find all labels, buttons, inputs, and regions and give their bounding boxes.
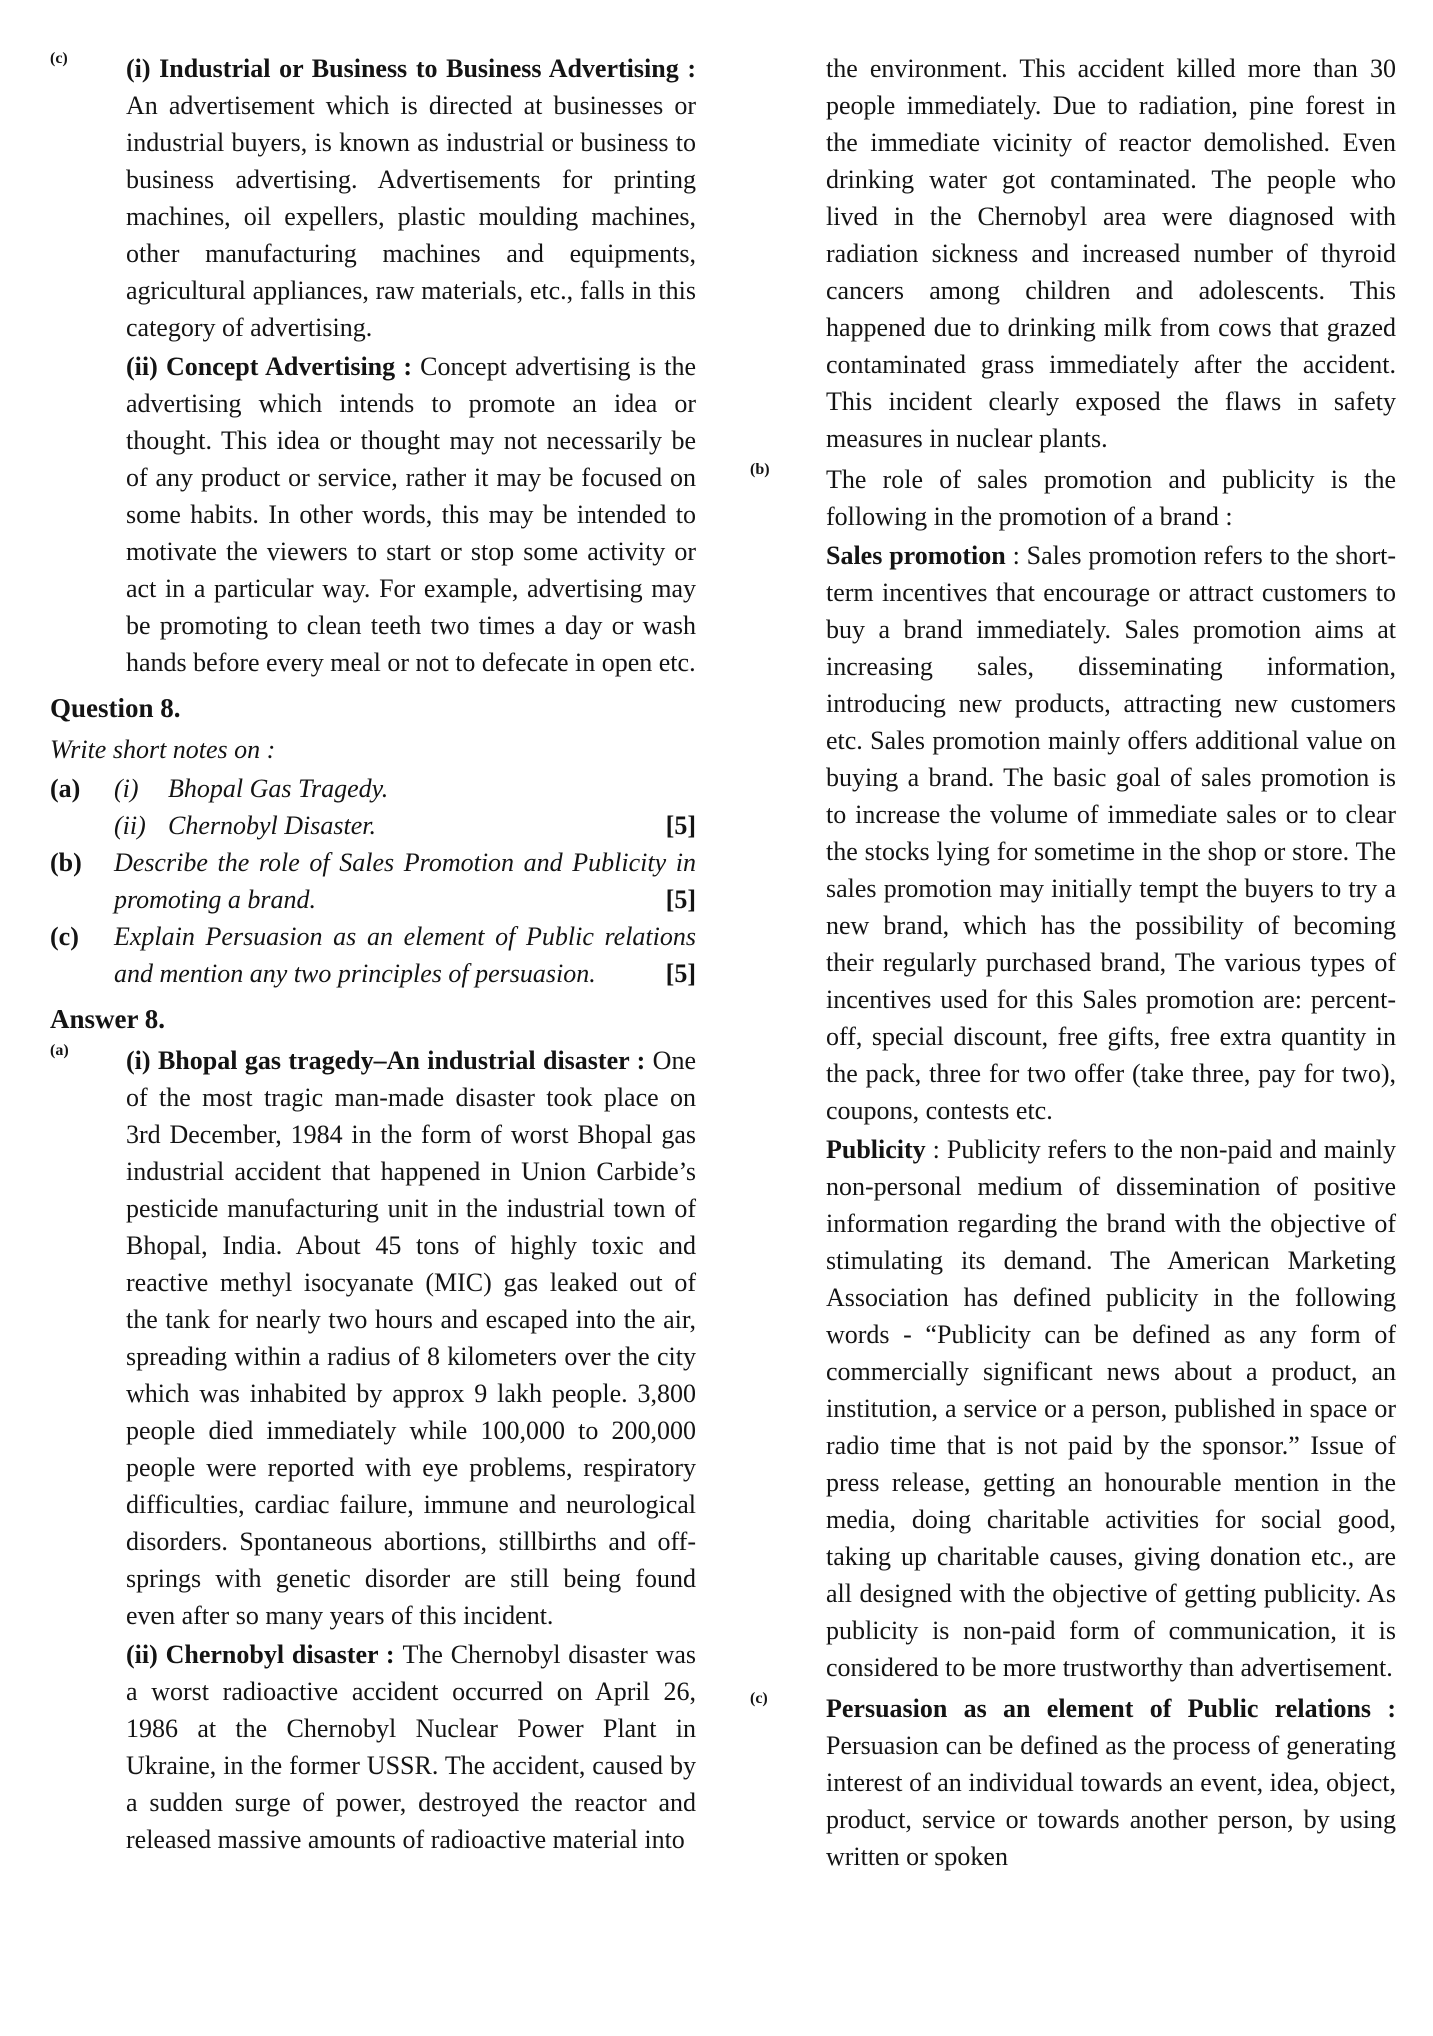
publicity-lead: Publicity (826, 1135, 926, 1164)
item-b-sales-publicity (750, 461, 1396, 1686)
right-column (750, 50, 1396, 2016)
bhopal-tragedy-lead: (i) Bhopal gas tragedy–An industrial disaster : (126, 1046, 653, 1075)
publicity-body: : Publicity refers to the non-paid and mainly non-personal medium of dissemination of positive information regarding the brand with the objective of stimulating its demand. The American Marketing Association has defined publicity in the following words - “Publicity can be defined as any form of commercially significant news about a product, an institution, a service or a person, published in space or radio time that is not paid by the sponsor.” Issue of press release, getting an honourable mention in the media, doing charitable activities for social good, taking up charitable causes, giving donation etc., are all designed with the objective of getting publicity. As publicity is non-paid form of communication, it is considered to be more trustworthy than advertisement. (826, 1135, 1396, 1682)
industrial-advertising-lead: (i) Industrial or Business to Business Advertising : (126, 54, 696, 83)
para-sales-promotion (826, 537, 1396, 1129)
bhopal-tragedy-body: One of the most tragic man-made disaster took place on 3rd December, 1984 in the form of worst Bhopal gas industrial accident that happened in Union Carbide’s pesticide manufacturing unit in the industrial town of Bhopal, India. About 45 tons of highly toxic and reactive methyl isocyanate (MIC) gas leaked out of the tank for nearly two hours and escaped into the air, spreading within a radius of 8 kilometers over the city which was inhabited by approx 9 lakh people. 3,800 people died immediately while 100,000 to 200,000 people were reported with eye problems, respiratory difficulties, cardiac failure, immune and neurological disorders. Spontaneous abortions, stillbirths and off-springs with genetic disorder are still being found even after so many years of this incident. (126, 1046, 696, 1630)
sales-promotion-body: : Sales promotion refers to the short-term incentives that encourage or attract customers to buy a brand immediately. Sales promotion aims at increasing sales, disseminating information, introducing new products, attracting new customers etc. Sales promotion mainly offers additional value on buying a brand. The basic goal of sales promotion is to increase the volume of immediate sales or to clear the stocks lying for sometime in the shop or store. The sales promotion may initially tempt the buyers to try a new brand, which has the possibility of becoming their regularly purchased brand, The various types of incentives used for this Sales promotion are: percent-off, special discount, free gifts, free extra quantity in the pack, three for two offer (take three, pay for two), coupons, contests etc. (826, 541, 1396, 1125)
chernobyl-disaster-body: The Chernobyl disaster was a worst radioactive accident occurred on April 26, 1986 at the Chernobyl Nuclear Power Plant in Ukraine, in the former USSR. The accident, caused by a sudden surge of power, destroyed the reactor and released massive amounts of radioactive material into (126, 1640, 696, 1854)
answer-c-label: (c) (750, 1690, 768, 1707)
question-c-text: Explain Persuasion as an element of Public relations and mention any two principles of persuasion. (114, 922, 696, 988)
question-a-ii-sublabel: (ii) (114, 811, 146, 840)
answer-8-heading: Answer 8. (50, 1004, 166, 1034)
para-publicity (826, 1131, 1396, 1686)
chernobyl-disaster-lead: (ii) Chernobyl disaster : (126, 1640, 403, 1669)
item-a-bhopal (50, 1042, 696, 1858)
question-b-text: Describe the role of Sales Promotion and Publicity in promoting a brand. (114, 848, 696, 914)
chernobyl-continuation-wrap (750, 50, 1396, 457)
question-row-a-i (50, 770, 696, 807)
para-bhopal-tragedy (126, 1042, 696, 1634)
industrial-advertising-body: An advertisement which is directed at businesses or industrial buyers, is known as industrial or business to business advertising. Advertisements for printing machines, oil expellers, plastic moulding machines, other manufacturing machines and equipments, agricultural appliances, raw materials, etc., falls in this category of advertising. (126, 91, 696, 342)
item-c-persuasion (750, 1690, 1396, 1875)
para-persuasion (826, 1690, 1396, 1875)
question-c-marks: [5] (665, 959, 696, 988)
persuasion-lead: Persuasion as an element of Public relations : (826, 1694, 1396, 1723)
question-c-label: (c) (50, 922, 79, 951)
concept-advertising-body: Concept advertising is the advertising which intends to promote an idea or thought. This idea or thought may not necessarily be of any product or service, rather it may be focused on some habits. In other words, this may be intended to motivate the viewers to start or stop some activity or act in a particular way. For example, advertising may be promoting to clean teeth two times a day or wash hands before every meal or not to defecate in open etc. (126, 352, 697, 677)
question-row-c (50, 918, 696, 992)
para-role-intro: The role of sales promotion and publicity is the following in the promotion of a brand : (826, 465, 1396, 531)
question-b-label: (b) (50, 848, 82, 877)
left-column (50, 50, 696, 2016)
para-chernobyl-disaster (126, 1636, 696, 1858)
concept-advertising-lead: (ii) Concept Advertising : (126, 352, 421, 381)
para-concept-advertising (126, 348, 696, 681)
question-a-i-text: Bhopal Gas Tragedy. (168, 774, 389, 803)
question-row-a-ii (50, 807, 696, 844)
persuasion-body: Persuasion can be defined as the process of generating interest of an individual towards an event, idea, object, product, service or towards another person, by using written or spoken (826, 1731, 1396, 1871)
question-row-b (50, 844, 696, 918)
question-8-heading: Question 8. (50, 693, 181, 723)
question-8-intro: Write short notes on : (50, 735, 276, 764)
item-c-label: (c) (50, 50, 68, 67)
question-a-ii-text: Chernobyl Disaster. (168, 811, 376, 840)
question-a-ii-marks: [5] (665, 811, 696, 840)
question-b-marks: [5] (665, 885, 696, 914)
question-list (50, 770, 696, 992)
para-industrial-advertising (126, 50, 696, 346)
para-chernobyl-continuation: the environment. This accident killed more than 30 people immediately. Due to radiation, pine forest in the immediate vicinity of reactor demolished. Even drinking water got contaminated. The people who lived in the Chernobyl area were diagnosed with radiation sickness and increased number of thyroid cancers among children and adolescents. This happened due to drinking milk from cows that grazed contaminated grass immediately after the accident. This incident clearly exposed the flaws in safety measures in nuclear plants. (826, 54, 1396, 453)
answer-b-label: (b) (750, 461, 770, 478)
answer-a-label: (a) (50, 1042, 69, 1059)
question-a-i-sublabel: (i) (114, 774, 139, 803)
item-c-advertising (50, 50, 696, 681)
sales-promotion-lead: Sales promotion (826, 541, 1006, 570)
question-a-label: (a) (50, 774, 81, 803)
